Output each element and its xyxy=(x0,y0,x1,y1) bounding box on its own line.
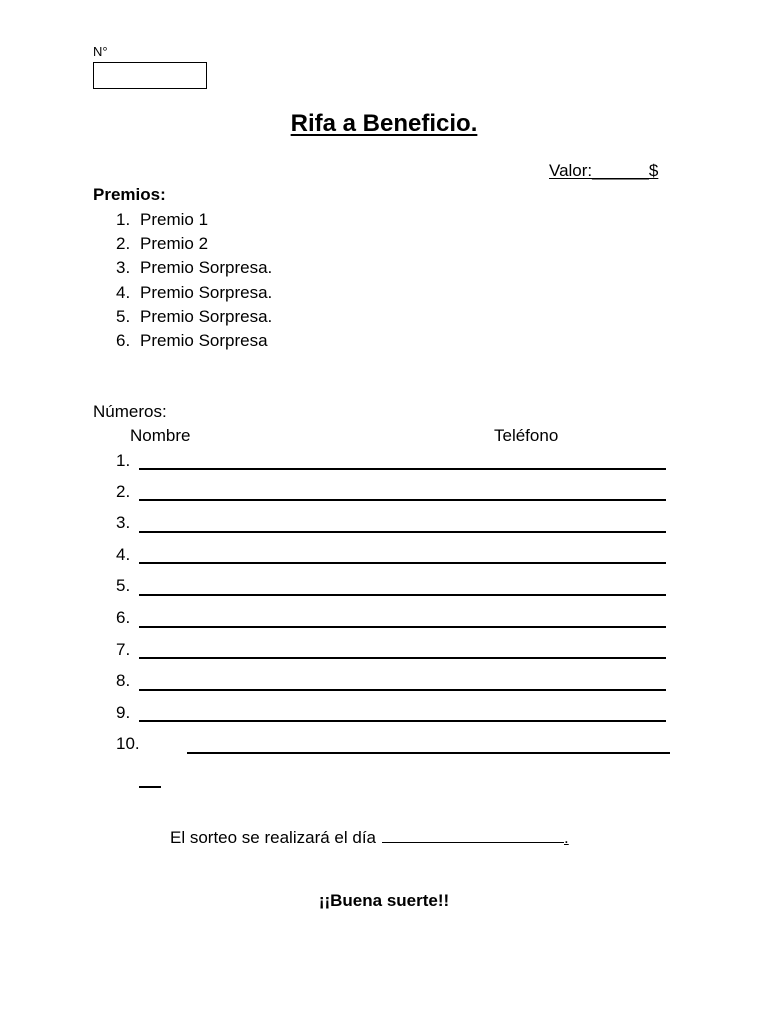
page-title xyxy=(0,110,768,138)
entry-blank-line[interactable] xyxy=(139,531,666,533)
entry-number: 3. xyxy=(116,513,131,532)
prize-number: 6. xyxy=(116,330,131,350)
prize-label: Premio Sorpresa. xyxy=(140,306,273,326)
entry-number: 4. xyxy=(116,545,131,564)
entry-blank-line[interactable] xyxy=(139,689,666,691)
entry-blank-line[interactable] xyxy=(139,562,666,564)
prize-number: 3. xyxy=(116,258,131,278)
column-header-phone: Teléfono xyxy=(494,426,559,445)
draw-date-blank[interactable] xyxy=(382,828,564,843)
prize-number: 4. xyxy=(116,282,131,302)
prizes-heading: Premios: xyxy=(93,185,166,204)
prize-list xyxy=(116,208,272,353)
prize-item xyxy=(116,208,272,232)
entry-number: 8. xyxy=(116,671,131,690)
entry-blank-line[interactable] xyxy=(139,657,666,659)
entry-number: 9. xyxy=(116,703,131,722)
ticket-number-box[interactable] xyxy=(93,62,207,89)
price-field: Valor:______$ xyxy=(549,161,659,180)
draw-date-text: El sorteo se realizará el día xyxy=(170,828,376,847)
prize-label: Premio Sorpresa xyxy=(140,330,268,350)
entry-blank-line-continuation xyxy=(139,786,161,788)
entry-blank-line[interactable] xyxy=(139,626,666,628)
entry-blank-line[interactable] xyxy=(139,594,666,596)
numbers-heading: Números: xyxy=(93,402,167,421)
title-text: Rifa a Beneficio. xyxy=(290,110,478,137)
entry-number: 7. xyxy=(116,640,131,659)
prize-item xyxy=(116,305,272,329)
closing-message: ¡¡Buena suerte!! xyxy=(318,891,450,910)
entry-blank-line[interactable] xyxy=(187,752,670,754)
draw-date-sentence xyxy=(170,828,569,848)
entry-number: 2. xyxy=(116,482,131,501)
prize-item xyxy=(116,256,272,280)
prize-label: Premio 1 xyxy=(140,210,209,229)
ticket-number-label: N° xyxy=(93,44,108,59)
prize-item xyxy=(116,281,272,305)
entry-number: 1. xyxy=(116,451,131,470)
prize-number: 2. xyxy=(116,234,131,254)
prize-label: Premio Sorpresa. xyxy=(140,258,273,278)
prize-number: 1. xyxy=(116,210,131,229)
entry-number: 5. xyxy=(116,576,131,595)
prize-label: Premio 2 xyxy=(140,234,209,254)
prize-number: 5. xyxy=(116,306,131,326)
entry-number: 10. xyxy=(116,734,140,753)
entry-blank-line[interactable] xyxy=(139,468,666,470)
prize-item xyxy=(116,232,272,256)
entry-number: 6. xyxy=(116,608,131,627)
draw-date-period: . xyxy=(564,828,569,847)
prize-item xyxy=(116,329,272,353)
prize-label: Premio Sorpresa. xyxy=(140,282,273,302)
entry-blank-line[interactable] xyxy=(139,499,666,501)
column-header-name: Nombre xyxy=(130,426,191,445)
entry-blank-line[interactable] xyxy=(139,720,666,722)
